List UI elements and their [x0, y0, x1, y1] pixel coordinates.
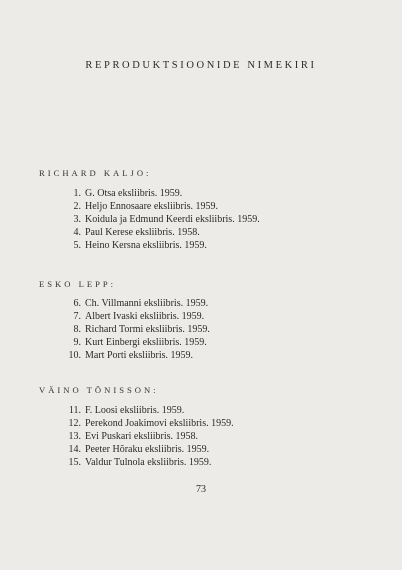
- entry-text: Mart Porti eksliibris. 1959.: [85, 350, 194, 361]
- list-item: [0, 226, 402, 239]
- entry-text: Evi Puskari eksliibris. 1958.: [85, 431, 199, 442]
- entry-number: 7.: [73, 311, 81, 322]
- entry-text: Ch. Villmanni eksliibris. 1959.: [85, 298, 209, 309]
- entry-text: Koidula ja Edmund Keerdi eksliibris. 1959.: [85, 214, 260, 225]
- list-item: [0, 417, 402, 430]
- entry-text: Richard Tormi eksliibris. 1959.: [85, 324, 210, 335]
- section-heading: ESKO LEPP:: [39, 279, 117, 289]
- entry-number: 4.: [73, 227, 81, 238]
- list-item: [0, 430, 402, 443]
- entry-text: Kurt Einbergi eksliibris. 1959.: [85, 337, 207, 348]
- entry-number: 1.: [73, 188, 81, 199]
- entry-number: 15.: [68, 457, 81, 468]
- list-item: [0, 336, 402, 349]
- list-item: [0, 349, 402, 362]
- entry-text: Heino Kersna eksliibris. 1959.: [85, 240, 207, 251]
- entry-number: 2.: [73, 201, 81, 212]
- entry-text: Heljo Ennosaare eksliibris. 1959.: [85, 201, 219, 212]
- entry-number: 9.: [73, 337, 81, 348]
- list-item: [0, 443, 402, 456]
- list-item: [0, 297, 402, 310]
- entry-text: G. Otsa eksliibris. 1959.: [85, 188, 183, 199]
- entry-number: 10.: [68, 350, 81, 361]
- section-heading: VÄINO TÕNISSON:: [39, 385, 159, 395]
- entry-text: F. Loosi eksliibris. 1959.: [85, 405, 185, 416]
- entry-number: 13.: [68, 431, 81, 442]
- entry-text: Peeter Hõraku eksliibris. 1959.: [85, 444, 210, 455]
- list-item: [0, 200, 402, 213]
- list-item: [0, 213, 402, 226]
- entry-text: Paul Kerese eksliibris. 1958.: [85, 227, 200, 238]
- list-item: [0, 187, 402, 200]
- entry-number: 11.: [68, 405, 81, 416]
- entry-text: Valdur Tulnola eksliibris. 1959.: [85, 457, 212, 468]
- page-title: REPRODUKTSIOONIDE NIMEKIRI: [85, 60, 317, 71]
- list-item: [0, 323, 402, 336]
- page-number: 73: [196, 484, 206, 495]
- list-item: [0, 310, 402, 323]
- entry-number: 8.: [73, 324, 81, 335]
- list-item: [0, 456, 402, 469]
- list-item: [0, 239, 402, 252]
- section-heading: RICHARD KALJO:: [39, 168, 152, 178]
- list-item: [0, 404, 402, 417]
- entry-number: 6.: [73, 298, 81, 309]
- entry-number: 5.: [73, 240, 81, 251]
- entry-text: Perekond Joakimovi eksliibris. 1959.: [85, 418, 234, 429]
- entry-number: 3.: [73, 214, 81, 225]
- entry-text: Albert Ivaski eksliibris. 1959.: [85, 311, 205, 322]
- entry-number: 14.: [68, 444, 81, 455]
- entry-number: 12.: [68, 418, 81, 429]
